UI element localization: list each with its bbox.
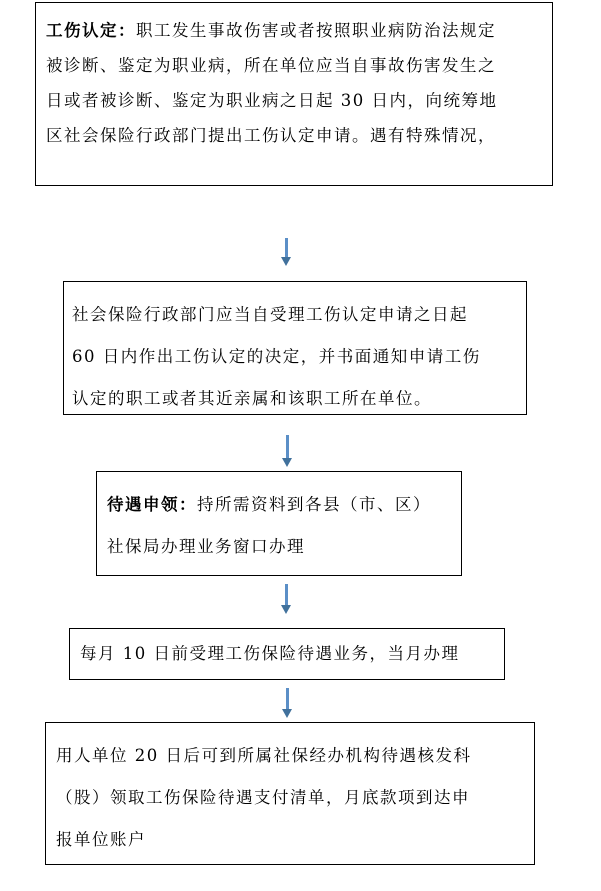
step-text-line: 报单位账户 — [56, 830, 146, 849]
step-text-line: 每月 10 日前受理工伤保险待遇业务，当月办理 — [80, 644, 460, 663]
step-text-line: 区社会保险行政部门提出工伤认定申请。遇有特殊情况， — [46, 126, 496, 145]
step-text-line: 持所需资料到各县（市、区） — [197, 495, 431, 514]
step-text-line: 社会保险行政部门应当自受理工伤认定申请之日起 — [72, 305, 468, 324]
step-text-line: 日或者被诊断、鉴定为职业病之日起 30 日内，向统筹地 — [46, 91, 498, 110]
step-text-line: 60 日内作出工伤认定的决定，并书面通知申请工伤 — [72, 347, 481, 366]
step-box-work-injury-recognition — [35, 2, 553, 186]
step-text-line: （股）领取工伤保险待遇支付清单，月底款项到达申 — [56, 788, 470, 807]
step-text-line: 社保局办理业务窗口办理 — [107, 537, 305, 556]
down-arrow-icon — [282, 688, 294, 718]
step-label: 待遇申领： — [107, 495, 197, 514]
down-arrow-icon — [282, 435, 294, 467]
step-label: 工伤认定： — [46, 21, 136, 40]
step-box-recognition-decision — [63, 281, 527, 415]
step-box-monthly-processing — [69, 628, 505, 680]
step-text-line: 用人单位 20 日后可到所属社保经办机构待遇核发科 — [56, 746, 472, 765]
step-box-benefit-application — [96, 471, 462, 576]
step-text-line: 职工发生事故伤害或者按照职业病防治法规定 — [136, 21, 496, 40]
step-text-line: 被诊断、鉴定为职业病，所在单位应当自事故伤害发生之 — [46, 56, 496, 75]
step-text-line: 认定的职工或者其近亲属和该职工所在单位。 — [72, 389, 432, 408]
down-arrow-icon — [281, 584, 293, 614]
step-box-payment-list-collection — [45, 722, 535, 865]
down-arrow-icon — [281, 238, 293, 266]
